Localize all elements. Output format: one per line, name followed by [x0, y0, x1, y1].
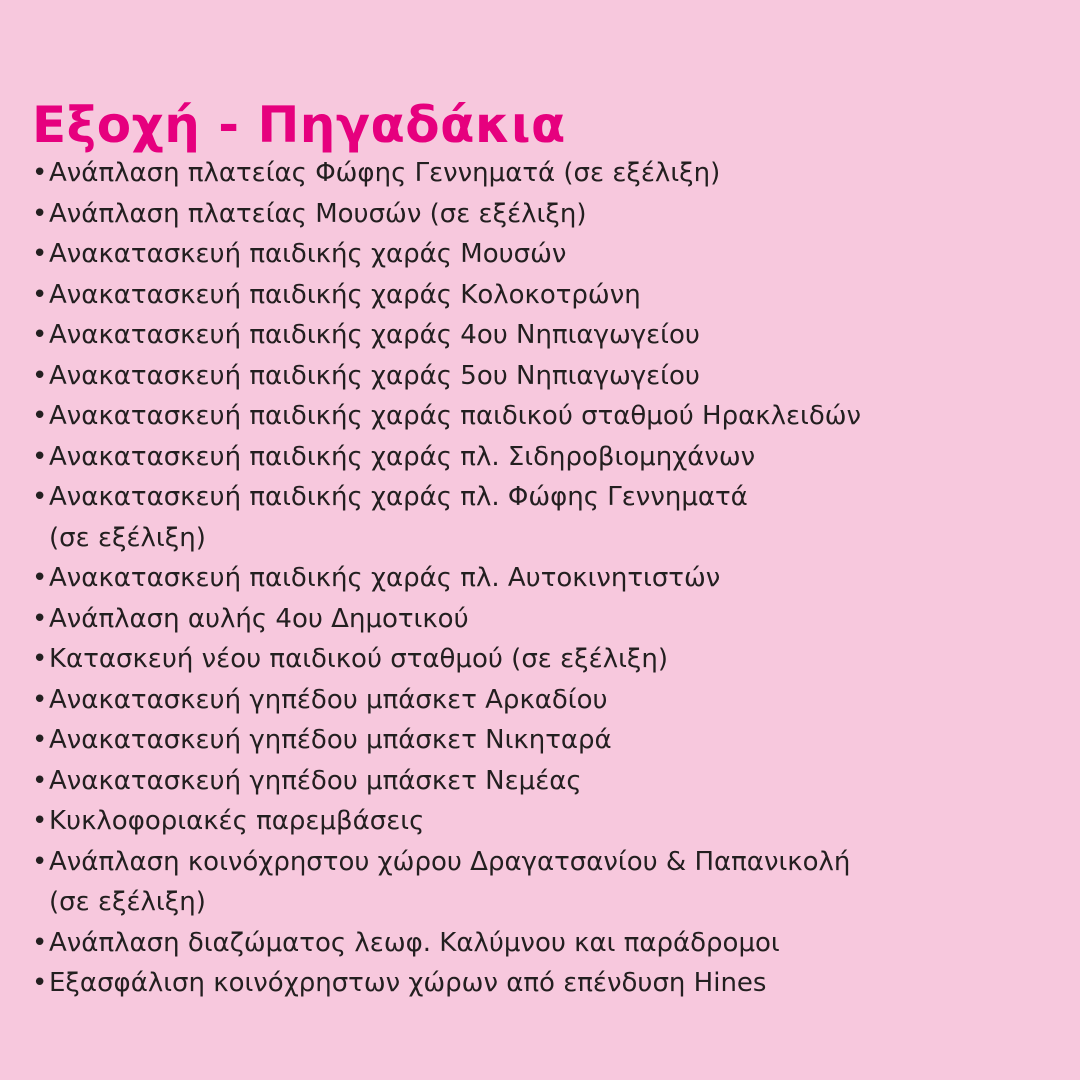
- list-item: [32, 477, 1052, 558]
- list-item-text: [49, 558, 720, 599]
- list-item-line: Ανακατασκευή παιδικής χαράς 4ου Νηπιαγωγείου: [49, 320, 700, 350]
- bullet-icon: •: [32, 401, 48, 431]
- bullet-icon: •: [32, 441, 48, 472]
- list-item-text: [49, 275, 641, 316]
- bullet-icon: •: [32, 644, 48, 674]
- list-item-text: [49, 477, 748, 558]
- list-item-text: [49, 599, 469, 640]
- list-item-line: Ανάπλαση κοινόχρηστου χώρου Δραγατσανίου & Παπανικολή: [49, 846, 851, 877]
- list-item-text: [49, 315, 700, 356]
- list-item: [32, 842, 1052, 923]
- list-item-line: Ανακατασκευή γηπέδου μπάσκετ Αρκαδίου: [49, 684, 608, 715]
- bullet-icon: •: [32, 360, 48, 391]
- list-item-line: Ανάπλαση πλατείας Φώφης Γεννηματά (σε εξέλιξη): [49, 158, 721, 188]
- list-item-text: [49, 639, 668, 680]
- bullet-icon: •: [32, 279, 48, 310]
- bullet-icon: •: [32, 968, 48, 998]
- list-item-text: [49, 842, 850, 923]
- list-item: [32, 801, 1052, 842]
- list-item-line: Ανάπλαση διαζώματος λεωφ. Καλύμνου και παράδρομοι: [49, 927, 780, 958]
- list-item: [32, 356, 1052, 397]
- list-item-line: Κατασκευή νέου παιδικού σταθμού (σε εξέλιξη): [49, 644, 669, 674]
- list-item-text: [49, 194, 586, 235]
- list-item: [32, 234, 1052, 275]
- list-item-text: [49, 720, 612, 761]
- list-item: [32, 761, 1052, 802]
- list-item: [32, 599, 1052, 640]
- list-item-line: Ανακατασκευή παιδικής χαράς Μουσών: [49, 239, 567, 269]
- list-item-line: Ανακατασκευή παιδικής χαράς Κολοκοτρώνη: [49, 279, 641, 310]
- page-title: Εξοχή - Πηγαδάκια: [32, 96, 566, 154]
- list-item: [32, 315, 1052, 356]
- list-item: [32, 153, 1052, 194]
- list-item-line: Εξασφάλιση κοινόχρηστων χώρων από επένδυση Hines: [49, 968, 767, 998]
- list-item-line: Ανάπλαση αυλής 4ου Δημοτικού: [49, 603, 469, 634]
- bullet-icon: •: [32, 725, 48, 755]
- list-item-line: Ανακατασκευή παιδικής χαράς 5ου Νηπιαγωγείου: [49, 360, 700, 391]
- list-item-line: Κυκλοφοριακές παρεμβάσεις: [49, 806, 425, 836]
- bullet-icon: •: [32, 806, 48, 836]
- bullet-icon: •: [32, 320, 48, 350]
- list-item-line: Ανακατασκευή παιδικής χαράς παιδικού σταθμού Ηρακλειδών: [49, 401, 862, 431]
- list-item: [32, 275, 1052, 316]
- list-item-line: (σε εξέλιξη): [49, 887, 206, 917]
- list-item: [32, 680, 1052, 721]
- list-item: [32, 963, 1052, 1004]
- list-item-line: Ανακατασκευή παιδικής χαράς πλ. Φώφης Γεννηματά: [49, 482, 748, 512]
- list-item: [32, 558, 1052, 599]
- bullet-icon: •: [32, 239, 48, 269]
- list-item: [32, 923, 1052, 964]
- list-item-text: [49, 923, 780, 964]
- list-item: [32, 194, 1052, 235]
- list-item-text: [49, 234, 566, 275]
- bullet-icon: •: [32, 684, 48, 715]
- list-item-line: Ανάπλαση πλατείας Μουσών (σε εξέλιξη): [49, 198, 587, 229]
- list-item-text: [49, 801, 424, 842]
- bullet-icon: •: [32, 927, 48, 958]
- list-item-line: Ανακατασκευή γηπέδου μπάσκετ Νεμέας: [49, 765, 582, 796]
- list-item: [32, 437, 1052, 478]
- list-item: [32, 639, 1052, 680]
- bullet-icon: •: [32, 846, 48, 877]
- bullet-icon: •: [32, 158, 48, 188]
- list-item-text: [49, 356, 700, 397]
- list-item-line: Ανακατασκευή παιδικής χαράς πλ. Αυτοκινητιστών: [49, 563, 721, 593]
- bullet-icon: •: [32, 563, 48, 593]
- bullet-icon: •: [32, 198, 48, 229]
- list-item: [32, 396, 1052, 437]
- list-item-text: [49, 396, 861, 437]
- bullet-icon: •: [32, 482, 48, 512]
- list-item-text: [49, 761, 582, 802]
- list-item-line: (σε εξέλιξη): [49, 522, 206, 553]
- projects-panel: [32, 95, 1052, 1004]
- list-item-line: Ανακατασκευή παιδικής χαράς πλ. Σιδηροβιομηχάνων: [49, 441, 756, 472]
- list-item-line: Ανακατασκευή γηπέδου μπάσκετ Νικηταρά: [49, 725, 612, 755]
- list-item: [32, 720, 1052, 761]
- list-item-text: [49, 437, 755, 478]
- projects-list: [32, 153, 1052, 1004]
- bullet-icon: •: [32, 603, 48, 634]
- list-item-text: [49, 680, 608, 721]
- list-item-text: [49, 153, 720, 194]
- list-item-text: [49, 963, 766, 1004]
- bullet-icon: •: [32, 765, 48, 796]
